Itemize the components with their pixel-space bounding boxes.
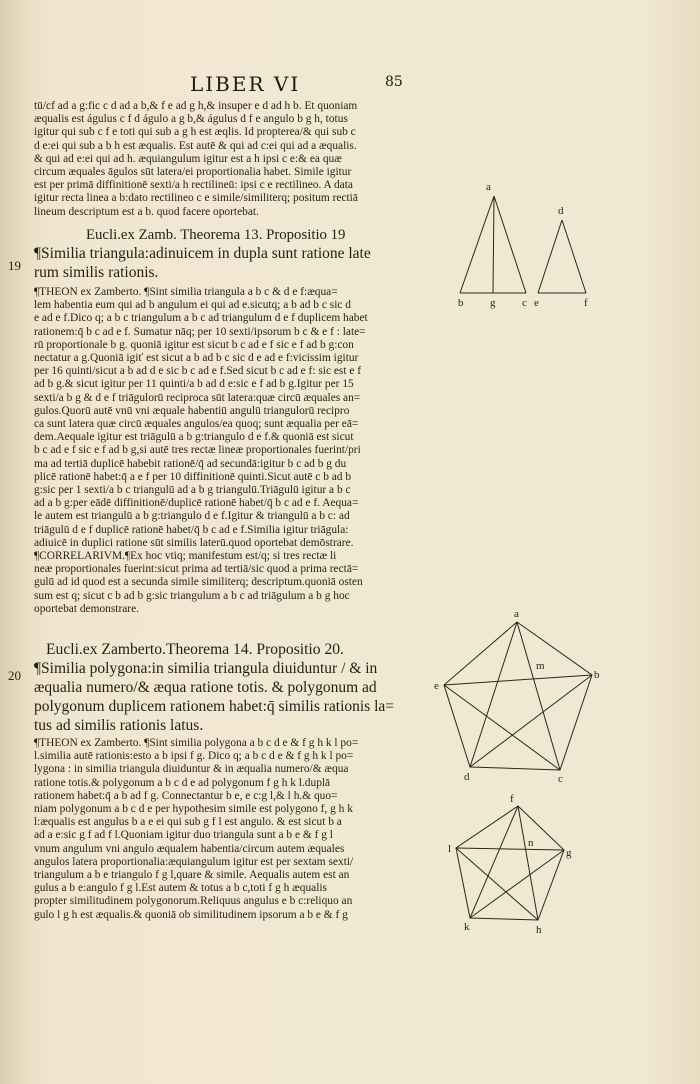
block1-line: est per primā diffinitionē sexti/a h rectilineū: ipsi c e rectilineo. A data [34, 179, 353, 192]
block1-line: æqualis est águlus c f d águlo a g b,& águlus d f e angulo b g h, totus [34, 113, 348, 126]
theorem14-heading: Eucli.ex Zamberto.Theorema 14. Propositio 20. [46, 641, 344, 658]
block2-line: plicē rationē habet:q̄ a e f per 10 diffinitionē quinti.Sicut autē c b ad b [34, 470, 352, 483]
prop20-line: ¶Similia polygona:in similia triangula diuiduntur / & in [34, 660, 378, 677]
fig2-label-m: m [536, 660, 545, 672]
prop19-statement [34, 244, 434, 282]
block3-line: vnum angulum vni angulo æqualem habentia/circum autem æquales [34, 842, 345, 855]
fig2-diag-ac [517, 622, 560, 770]
block1-line: tū/cf ad a g:fic c d ad a b,& f e ad g h,& insuper e d ad h b. Et quoniam [34, 100, 358, 112]
block2-line: triāgulū d e f duplicē rationē habet/q̄ b c ad e f.Similia igitur triāgula: [34, 523, 349, 536]
block3-line: niam polygonum a b c d e per hypothesim simile est polygono f, g h k [34, 803, 353, 816]
margin-number-19: 19 [8, 258, 21, 273]
fig2-diag-eb [444, 675, 592, 685]
prop20-line: polygonum duplicem rationem habet:q̄ similis rationis la= [34, 698, 395, 715]
fig3-diag-fh [518, 806, 538, 920]
block3-line: gulus a b e:angulo f g l.Est autem & totus a b c,toti f g h æqualis [34, 882, 327, 895]
fig1-edge-ag [493, 196, 494, 293]
block2-line: dem.Aequale igitur est triāgulū a b g:triangulo d e f.& quoniā est sicut [34, 431, 354, 444]
block1-line: d e:ei qui sub a b h est æqualis. Est autē & qui ad c:ei qui ad a æqualis. [34, 139, 357, 152]
prop20-line: tus ad similis rationis latus. [34, 717, 204, 734]
block3-line: l:æqualis est angulus b a e ei qui sub g f l est angulo. & est sicut b a [34, 816, 342, 829]
fig1-label-f: f [584, 297, 588, 309]
fig2-diag-db [470, 675, 592, 767]
block2-line: sexti/a b g & d e f triāgulorū reciproca sūt latera:quæ circū æquales an= [34, 391, 361, 404]
block3-line: ¶THEON ex Zamberto. ¶Sint similia polygona a b c d e & f g h k l po= [34, 737, 359, 749]
fig1-edge-ac [494, 196, 526, 293]
block2-line: rū proportionale b g. quoniā igitur est sicut b c ad e f sic e f ad b g:con [34, 338, 354, 351]
text-block-2 [34, 286, 434, 616]
fig1-label-c: c [522, 297, 527, 309]
running-header [190, 72, 430, 96]
figure-pentagon-fghkl [448, 790, 582, 940]
fig2-diag-ec [444, 685, 560, 770]
fig2-label-a: a [514, 608, 519, 620]
fig3-label-n: n [528, 837, 534, 849]
block2-line: lem habentia eum qui ad b angulum ei qui ad e.sicutq; a b ad b c sic d [34, 299, 351, 312]
block3-line: ratione totis.& polygonum a b c d e ad polygonum f g h k l.duplā [34, 776, 331, 789]
fig2-label-e: e [434, 680, 439, 692]
block2-line: le autem est triangulū a b g:triangulo d e f.Igitur & triangulū a b c: ad [34, 510, 350, 523]
prop20-statement [34, 659, 434, 735]
fig3-label-k: k [464, 921, 470, 933]
text-block-1 [34, 100, 434, 219]
prop20-line: æqualia numero/& æqua ratione totis. & polygonum ad [34, 679, 377, 696]
block2-line: rationem:q̄ b c ad e f. Sumatur nāq; per 10 sexti/ipsorum b c & e f : late= [34, 325, 366, 338]
fig3-label-h: h [536, 924, 542, 936]
block2-line: oportebat demonstrare. [34, 602, 140, 615]
prop19-line: rum similis rationis. [34, 264, 159, 281]
fig1-label-a: a [486, 181, 491, 193]
block2-line: gulū ad id quod est a secunda simile similiterq; descriptum.quoniā osten [34, 576, 363, 589]
block1-line: igitur recta linea a b:dato rectilineo c e simile/similiterq; positum rectiā [34, 192, 358, 205]
fig2-pentagon-outline [444, 622, 592, 770]
running-head-title: LIBER VI [190, 72, 301, 96]
block3-line: lygona : in similia triangula diuiduntur & in æqualia numero/& æqua [34, 763, 349, 776]
fig2-label-c: c [558, 773, 563, 785]
block1-line: igitur qui sub c f e toti qui sub a g h est æqlis. Id propterea/& qui sub c [34, 126, 356, 139]
margin-number-20: 20 [8, 668, 21, 683]
page-number: 85 [385, 74, 403, 90]
fig1-edge-ab [460, 196, 494, 293]
block2-line: ca sunt latera quæ circū æquales angulos/ea quoq; sunt æqualia per eā= [34, 418, 359, 431]
block2-line: ad a b g:per eādē diffinitionē/duplicē rationē habet/q̄ b c ad e f. Aequa= [34, 497, 359, 510]
block3-line: triangulum a b e triangulo f g l,quare & simile. Aequalis autem est an [34, 869, 350, 882]
block3-line: ad a e:sic g f ad f l.Quoniam igitur duo triangula sunt a b e & f g l [34, 829, 333, 842]
fig3-label-g: g [566, 847, 572, 859]
block2-line: nectatur a g.Quoniā igiť est sicut a b ad b c sic d e ad e f:vicissim igitur [34, 352, 359, 365]
block3-line: gulo l g h est æqualis.& quoniā ob similitudinem ipsorum a b e & f g [34, 908, 348, 921]
block2-line: g:sic per 1 sexti/a b c triangulū ad a b g triangulū.Triāgulū igitur a b c [34, 484, 351, 497]
block2-line: neæ proportionales fuerint:sicut prima ad tertiā/sic quod a prima rectā= [34, 563, 359, 576]
block1-line: & qui ad e:ei qui ad h. æquiangulum igitur est a h ipsi c e:& ea quæ [34, 152, 342, 165]
block2-line: ma ad tertiā duplicē habebit rationē/q̄ ad secundā:igitur b c ad b g du [34, 457, 347, 470]
theorem14-heading-block [34, 640, 434, 659]
block3-line: l.similia autē rationis:esto a b ipsi f g. Dico q; a b c d e & f g h k l po= [34, 750, 354, 763]
block3-line: rationem habet:q̄ a b ad f g. Connectantur b e, e c:g l,& l h.& quo= [34, 789, 338, 802]
block2-line: ad b g.& sicut igitur per 11 quinti/a b ad d e:sic e f ad b g.Igitur per 15 [34, 378, 354, 391]
fig3-pentagon-outline [456, 806, 564, 920]
fig1-edge-de [538, 220, 562, 293]
fig3-label-f: f [510, 793, 514, 805]
block3-line: angulos latera proportionalia:æquiangulum igitur est per sextam sexti/ [34, 855, 354, 868]
fig2-label-b: b [594, 669, 600, 681]
figure-similar-triangles [446, 178, 606, 312]
block2-line: e ad e f.Dico q; a b c triangulum a b c ad triangulum d e f duplicem habet [34, 312, 368, 325]
fig2-diag-ad [470, 622, 517, 767]
fig2-label-d: d [464, 771, 470, 783]
fig3-diag-lg [456, 848, 564, 850]
fig1-label-d: d [558, 205, 564, 217]
block2-line: sum est q; sicut c b ad b g:sic triangulum a b c ad triāgulum a b g hoc [34, 589, 350, 602]
prop19-line: ¶Similia triangula:adinuicem in dupla sunt ratione late [34, 245, 371, 262]
theorem13-heading: Eucli.ex Zamb. Theorema 13. Propositio 19 [86, 227, 346, 243]
fig1-label-g: g [490, 297, 496, 309]
theorem13-heading-block [34, 226, 434, 245]
fig1-label-b: b [458, 297, 464, 309]
text-block-3 [34, 737, 434, 922]
block2-line: ¶CORRELARIVM.¶Ex hoc vtiq; manifestum est/q; si tres rectæ li [34, 550, 337, 563]
fig1-label-e: e [534, 297, 539, 309]
figure-pentagon-abcde [432, 605, 610, 785]
block3-line: propter similitudinem polygonorum.Reliquus angulus e b c:reliquo an [34, 895, 353, 908]
block1-line: circum æquales āgulos sūt latera/ei proportionalia habet. Simile igitur [34, 166, 352, 179]
block1-line: lineum descriptum est a b. quod facere oportebat. [34, 205, 259, 218]
block2-line: ¶THEON ex Zamberto. ¶Sint similia triangula a b c & d e f:æqua= [34, 286, 338, 298]
fig3-label-l: l [448, 843, 452, 855]
block2-line: b c ad e f sic e f ad b g,si autē tres rectæ lineæ proportionales fuerint/pri [34, 444, 361, 457]
fig1-edge-df [562, 220, 586, 293]
block2-line: gulos.Quorū autē vnū vni æquale habentiū angulū triangulorū recipro [34, 404, 350, 417]
block2-line: adiuicē in duplici ratione sūt similis laterū.quod oportebat demōstrare. [34, 536, 354, 549]
block2-line: per 16 quinti/sicut a b ad d e sic b c ad e f.Sed sicut b c ad e f: sic est e f [34, 365, 362, 378]
